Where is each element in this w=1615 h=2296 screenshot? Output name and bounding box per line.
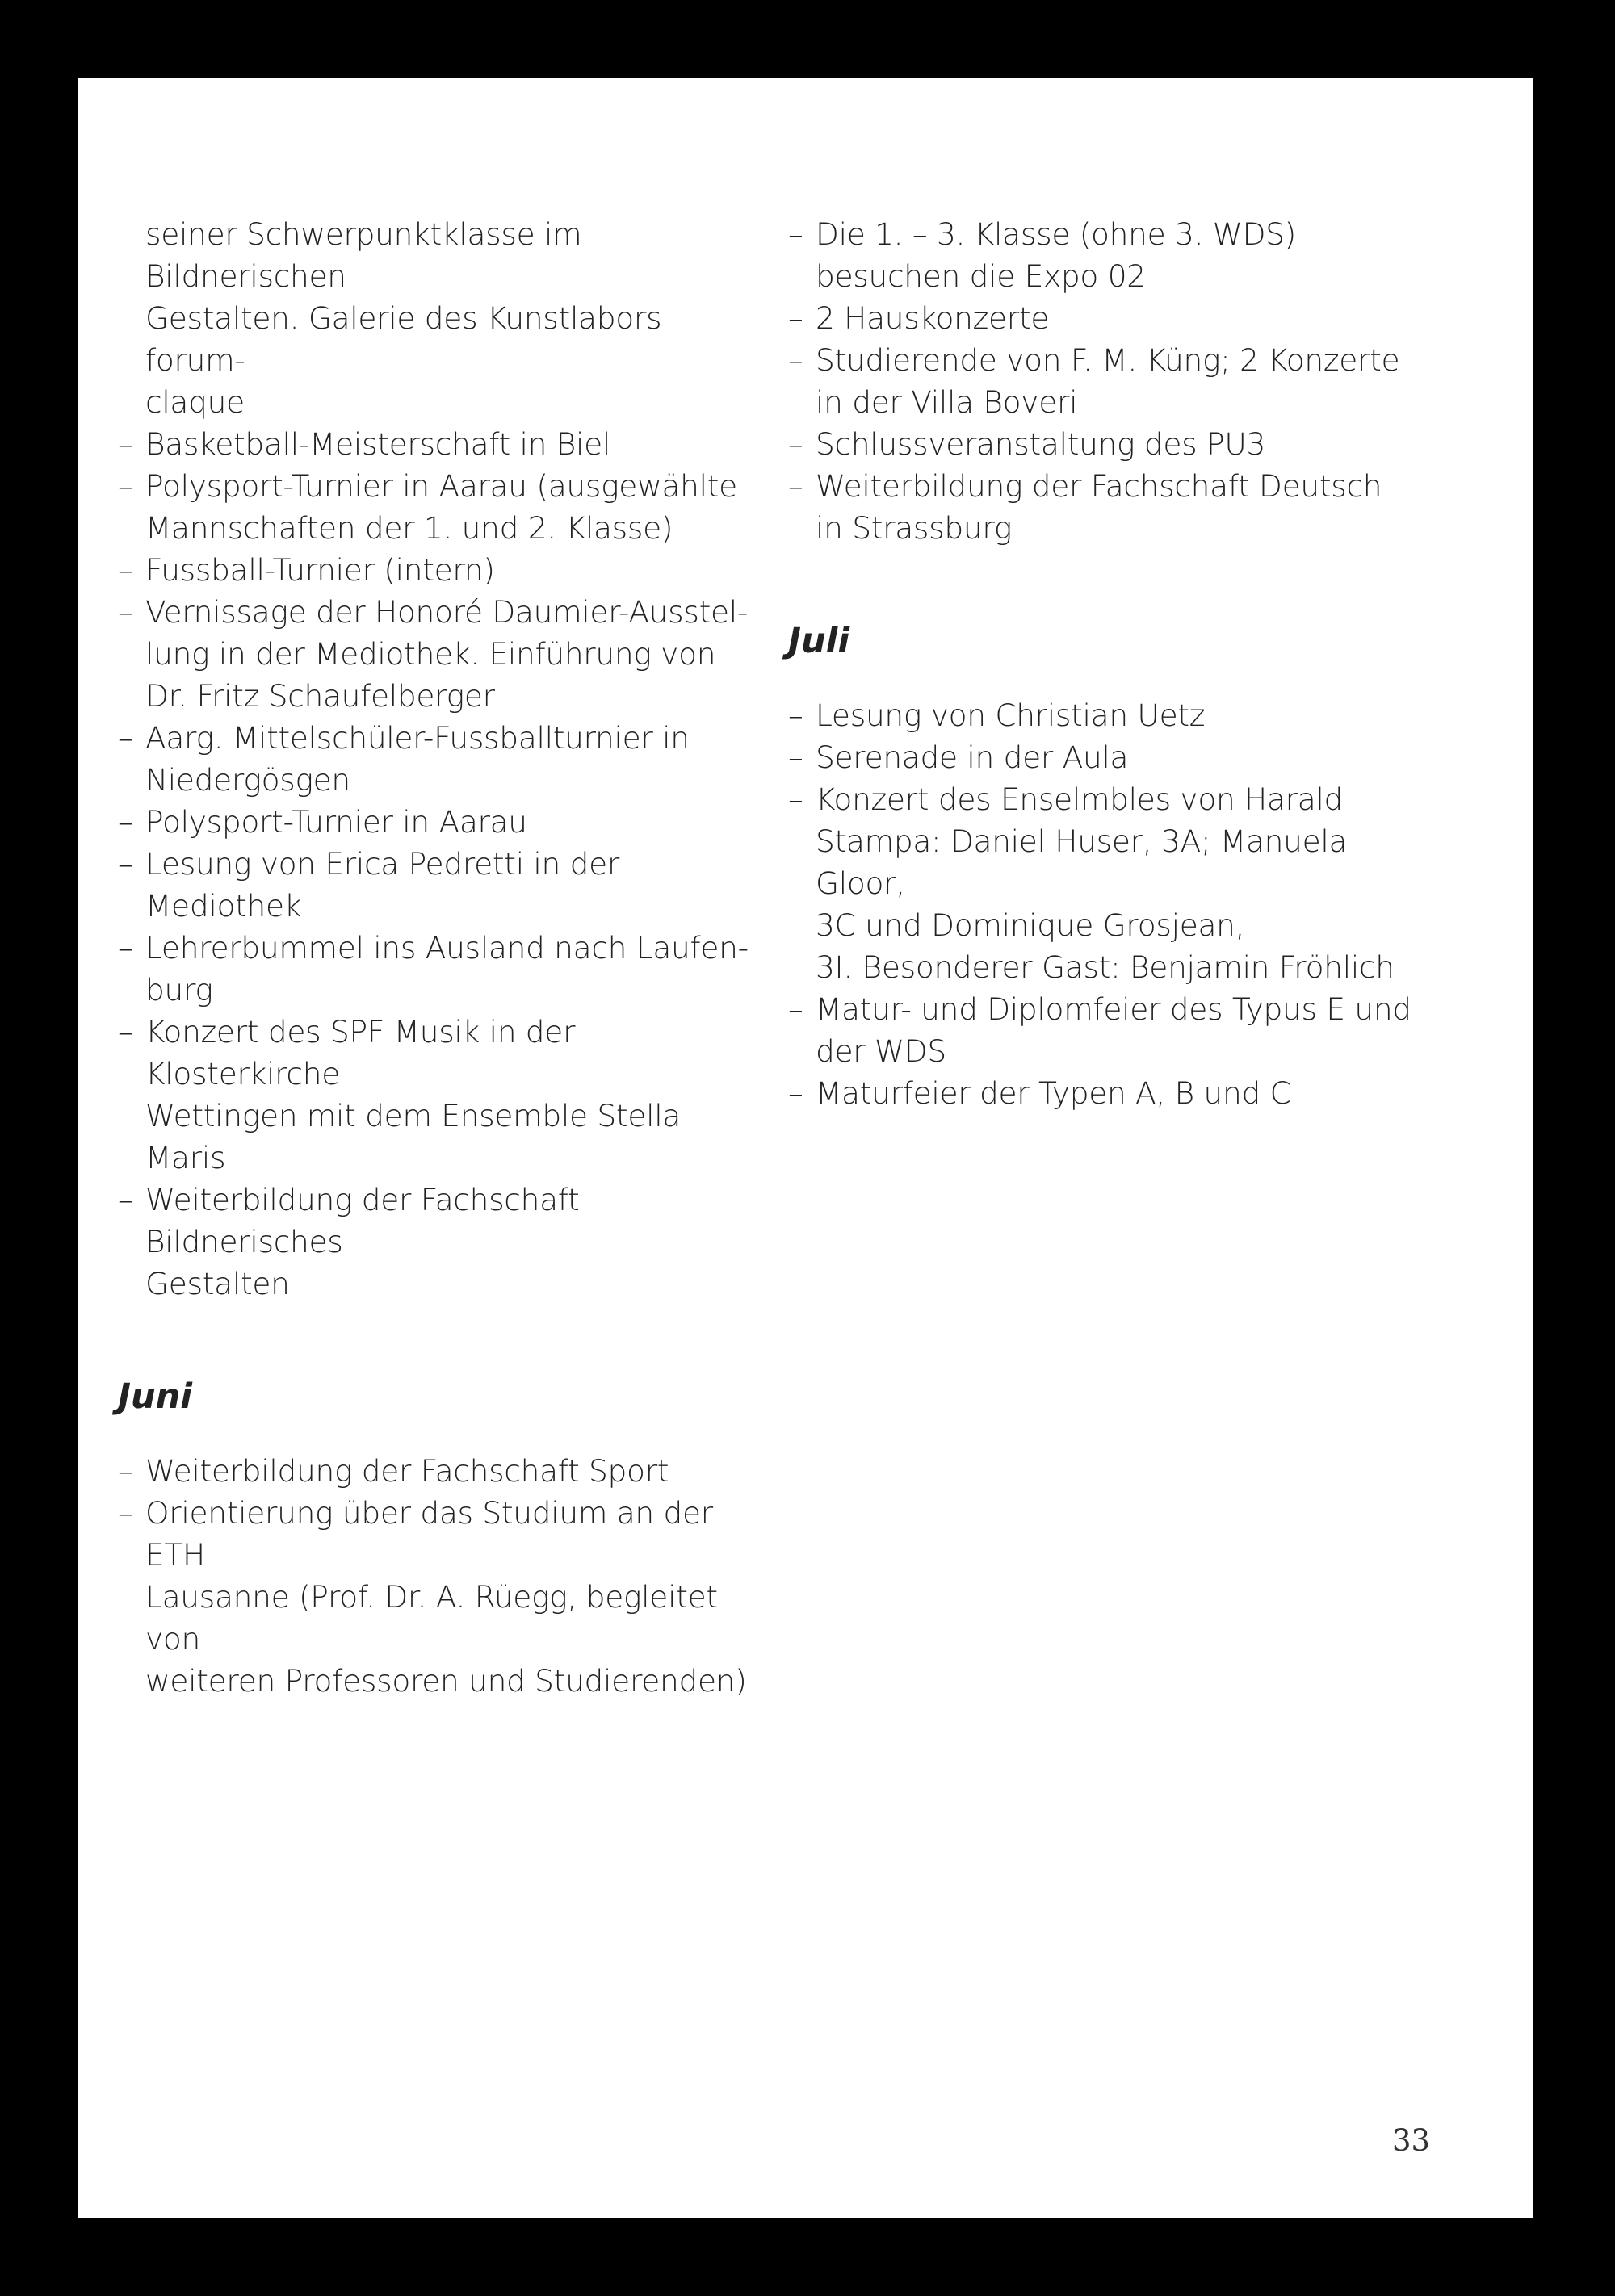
list-item-text: besuchen die Expo 02 xyxy=(816,258,1146,294)
list-item-text: Konzert des SPF Musik in der Klosterkirche xyxy=(145,1014,576,1091)
page-number: 33 xyxy=(1392,2123,1431,2158)
bullet-dash: – xyxy=(118,1182,133,1217)
bullet-dash: – xyxy=(118,930,133,966)
list-item-text: 2 Hauskonzerte xyxy=(816,300,1050,336)
juni-event-list xyxy=(118,1450,764,1702)
list-item-text: burg xyxy=(145,972,213,1008)
bullet-dash: – xyxy=(788,342,803,378)
bullet-dash: – xyxy=(118,552,133,588)
left-column xyxy=(118,213,764,1702)
list-item xyxy=(118,801,764,843)
list-item-text: Matur- und Diplomfeier des Typus E und xyxy=(816,991,1412,1027)
list-item-text: Polysport-Turnier in Aarau (ausgewählte xyxy=(145,468,737,504)
list-item-text: Orientierung über das Studium an der ETH xyxy=(145,1495,713,1573)
bullet-dash: – xyxy=(788,468,803,504)
list-item xyxy=(788,694,1434,736)
list-item xyxy=(118,1492,764,1576)
list-item-continuation xyxy=(788,507,1434,549)
intro-continuation xyxy=(118,213,764,423)
bullet-dash: – xyxy=(118,720,133,756)
list-item xyxy=(788,465,1434,507)
bullet-dash: – xyxy=(118,1014,133,1050)
list-item-continuation xyxy=(118,759,764,801)
list-item-continuation xyxy=(118,1095,764,1179)
list-item-continuation xyxy=(788,1030,1434,1072)
list-item xyxy=(788,988,1434,1030)
list-item-continuation xyxy=(118,1660,764,1702)
list-item-continuation xyxy=(788,255,1434,297)
list-item xyxy=(118,1179,764,1263)
list-item-text: Vernissage der Honoré Daumier-Ausstel- xyxy=(145,594,749,630)
right-column xyxy=(788,213,1434,1114)
list-item-continuation xyxy=(118,675,764,717)
list-item-continuation xyxy=(118,969,764,1011)
bullet-dash: – xyxy=(118,846,133,882)
list-item-text: Niedergösgen xyxy=(145,762,350,798)
bullet-dash: – xyxy=(118,594,133,630)
list-item-text: der WDS xyxy=(816,1033,946,1069)
list-item-text: Maturfeier der Typen A, B und C xyxy=(816,1075,1291,1111)
juli-event-list xyxy=(788,694,1434,1114)
list-item xyxy=(788,213,1434,255)
list-item-continuation xyxy=(788,946,1434,988)
month-heading-juli: Juli xyxy=(788,621,850,661)
list-item-line: seiner Schwerpunktklasse im Bildnerischen xyxy=(145,216,582,294)
list-item xyxy=(118,549,764,591)
list-item-continuation xyxy=(788,381,1434,423)
list-item xyxy=(118,591,764,633)
bullet-dash: – xyxy=(788,426,803,462)
bullet-dash: – xyxy=(788,216,803,252)
bullet-dash: – xyxy=(118,426,133,462)
list-item-text: Stampa: Daniel Huser, 3A; Manuela Gloor, xyxy=(816,823,1348,901)
list-item-text: Gestalten xyxy=(145,1266,290,1301)
list-item-continuation xyxy=(118,507,764,549)
bullet-dash: – xyxy=(788,300,803,336)
list-item-text: Weiterbildung der Fachschaft Bildnerisches xyxy=(145,1182,580,1259)
month-heading-juni: Juni xyxy=(118,1376,192,1417)
list-item-text: in der Villa Boveri xyxy=(816,384,1078,420)
list-item xyxy=(118,843,764,927)
list-item-text: Dr. Fritz Schaufelberger xyxy=(145,678,495,714)
event-list xyxy=(118,423,764,1305)
list-item-text: Basketball-Meisterschaft in Biel xyxy=(145,426,610,462)
list-item xyxy=(788,339,1434,381)
list-item-continuation xyxy=(788,820,1434,904)
list-item-continuation xyxy=(118,633,764,675)
list-item-continuation xyxy=(118,1263,764,1305)
list-item xyxy=(788,736,1434,778)
bullet-dash: – xyxy=(788,739,803,775)
list-item-continuation xyxy=(118,1576,764,1660)
list-item xyxy=(788,297,1434,339)
list-item-line: claque xyxy=(145,384,245,420)
list-item-text: Studierende von F. M. Küng; 2 Konzerte xyxy=(816,342,1400,378)
list-item-text: Lehrerbummel ins Ausland nach Laufen- xyxy=(145,930,749,966)
list-item-text: Lesung von Erica Pedretti in der Mediothek xyxy=(145,846,620,924)
event-list xyxy=(788,213,1434,549)
list-item xyxy=(118,717,764,759)
list-item-text: Lausanne (Prof. Dr. A. Rüegg, begleitet von xyxy=(145,1579,718,1657)
list-item-text: Weiterbildung der Fachschaft Sport xyxy=(145,1453,669,1489)
document-page xyxy=(78,78,1533,2218)
list-item xyxy=(118,465,764,507)
list-item-text: Schlussveranstaltung des PU3 xyxy=(816,426,1266,462)
bullet-dash: – xyxy=(788,698,803,733)
list-item-text: 3C und Dominique Grosjean, xyxy=(816,907,1245,943)
list-item-text: Aarg. Mittelschüler-Fussballturnier in xyxy=(145,720,690,756)
list-item-line: Gestalten. Galerie des Kunstlabors forum- xyxy=(145,300,662,378)
list-item-text: Fussball-Turnier (intern) xyxy=(145,552,495,588)
bullet-dash: – xyxy=(118,1495,133,1531)
list-item xyxy=(788,778,1434,820)
list-item xyxy=(118,927,764,969)
bullet-dash: – xyxy=(118,804,133,840)
list-item-text: Weiterbildung der Fachschaft Deutsch xyxy=(816,468,1382,504)
list-item-text: Polysport-Turnier in Aarau xyxy=(145,804,527,840)
list-item-text: in Strassburg xyxy=(816,510,1013,546)
bullet-dash: – xyxy=(118,468,133,504)
bullet-dash: – xyxy=(118,1453,133,1489)
bullet-dash: – xyxy=(788,991,803,1027)
list-item-continuation xyxy=(788,904,1434,946)
list-item-text: Lesung von Christian Uetz xyxy=(816,698,1206,733)
list-item xyxy=(118,1450,764,1492)
bullet-dash: – xyxy=(788,1075,803,1111)
list-item xyxy=(118,1011,764,1095)
list-item-text: lung in der Mediothek. Einführung von xyxy=(145,636,716,672)
list-item-text: 3I. Besonderer Gast: Benjamin Fröhlich xyxy=(816,949,1395,985)
bullet-dash: – xyxy=(788,781,803,817)
list-item-text: Serenade in der Aula xyxy=(816,739,1129,775)
list-item xyxy=(788,1072,1434,1114)
list-item-text: Mannschaften der 1. und 2. Klasse) xyxy=(145,510,673,546)
list-item xyxy=(788,423,1434,465)
list-item-text: weiteren Professoren und Studierenden) xyxy=(145,1663,747,1699)
list-item-text: Die 1. – 3. Klasse (ohne 3. WDS) xyxy=(816,216,1296,252)
list-item-text: Wettingen mit dem Ensemble Stella Maris xyxy=(145,1098,682,1175)
list-item-text: Konzert des Enselmbles von Harald xyxy=(816,781,1344,817)
list-item xyxy=(118,423,764,465)
